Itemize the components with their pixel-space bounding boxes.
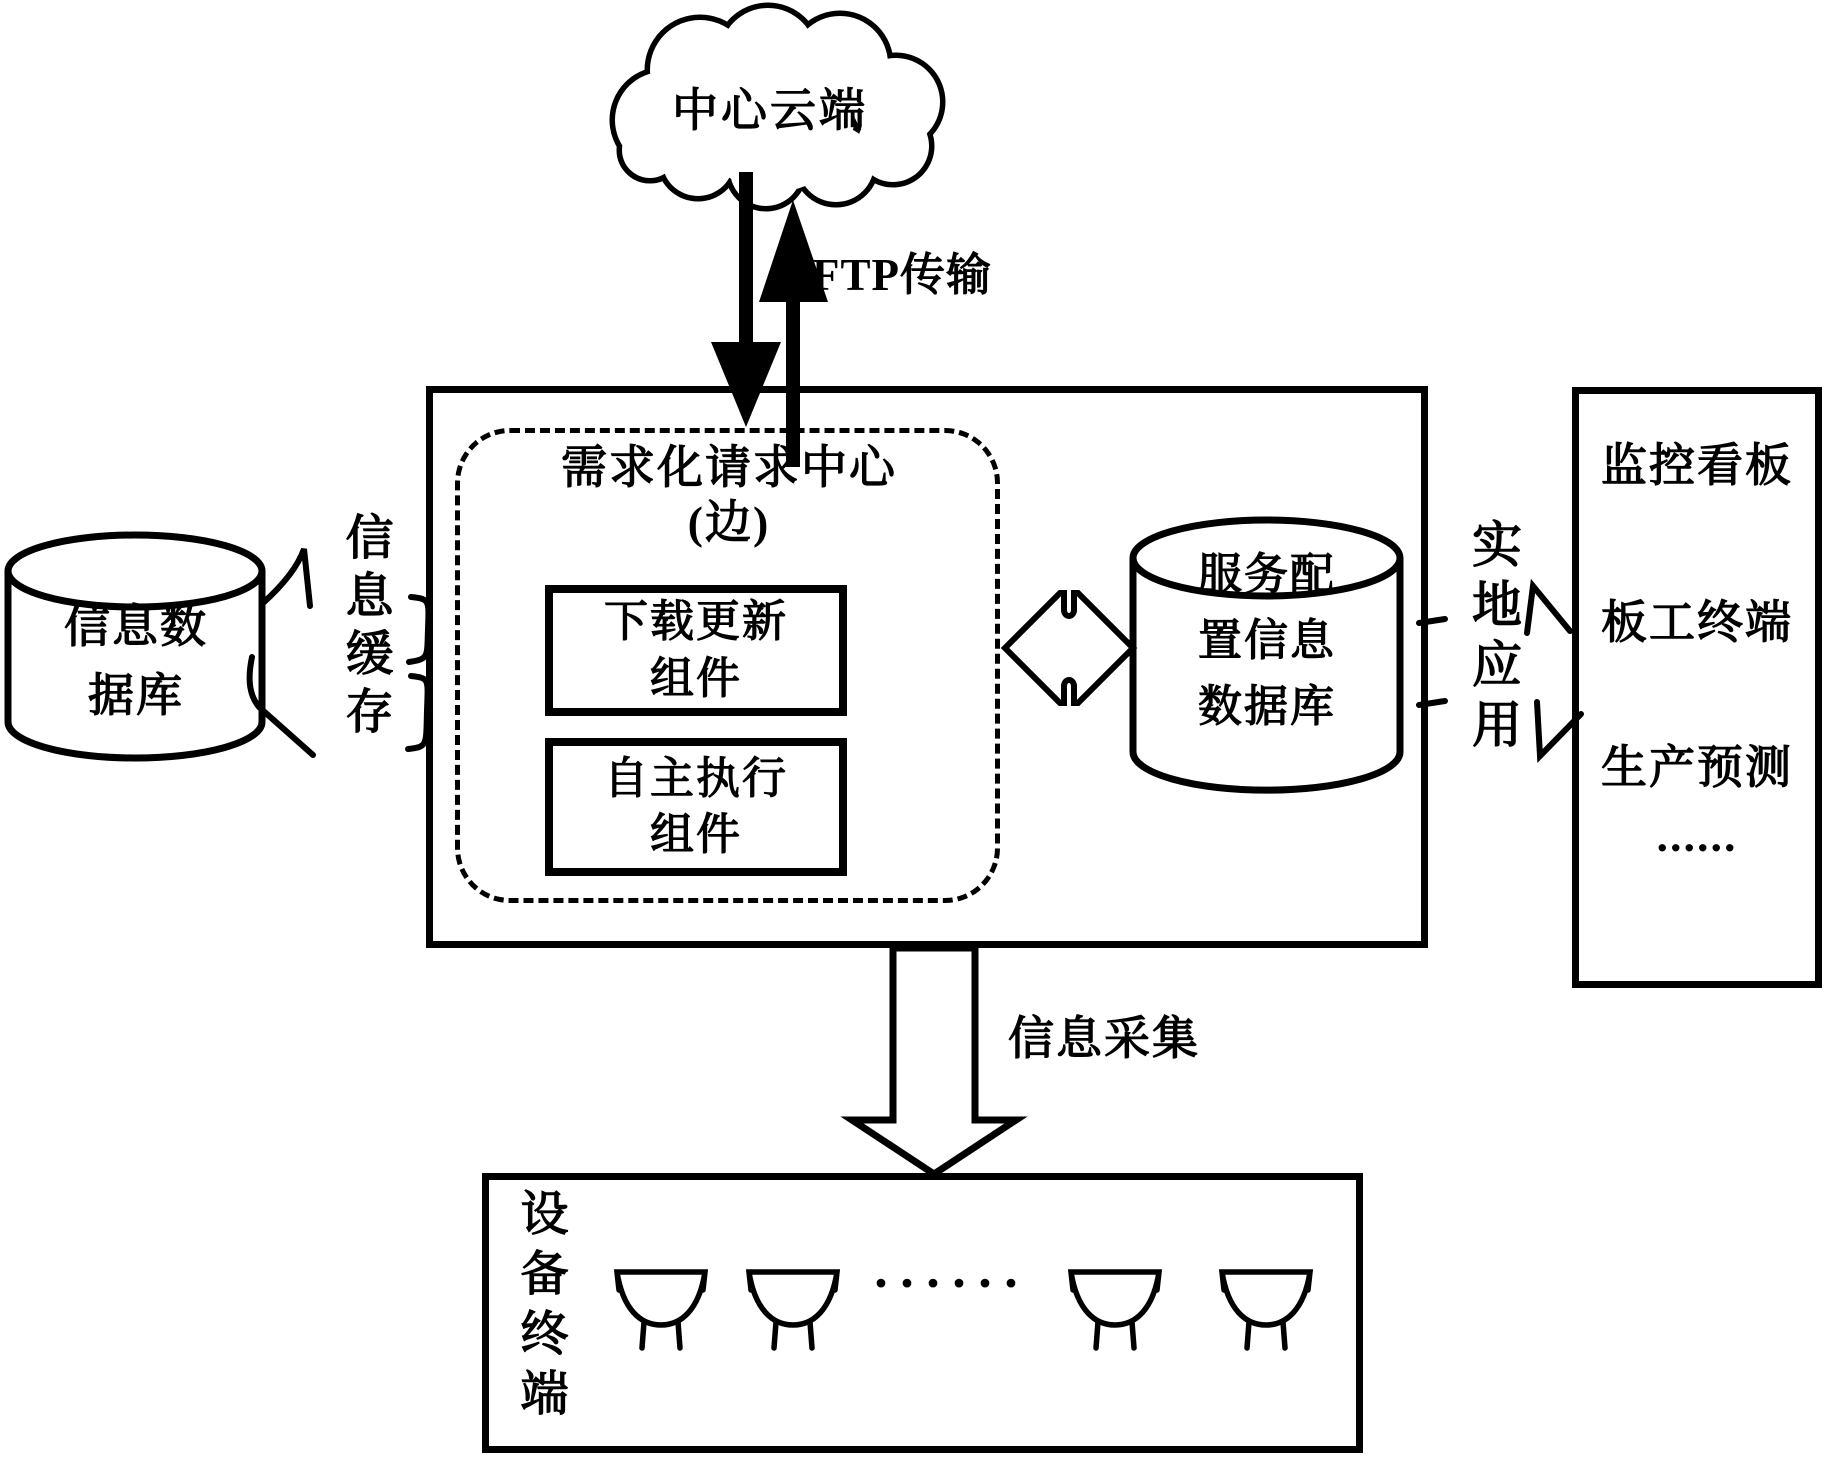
monitor-line-2: 板工终端 — [1601, 597, 1793, 648]
device-terminal-label: 设备终端 — [513, 1188, 566, 1428]
request-center-title-line1: 需求化请求中心 — [561, 442, 897, 493]
download-update-line1: 下载更新 — [604, 597, 788, 647]
auto-execute-component-box — [545, 738, 847, 876]
info-cache-label: 信息缓存 — [338, 512, 391, 744]
request-center-title-line2: (边) — [687, 497, 771, 549]
info-db-label: 信息数 据库 — [64, 601, 208, 721]
auto-execute-line1: 自主执行 — [604, 753, 788, 803]
auto-execute-line2: 组件 — [650, 810, 742, 859]
info-collect-arrow — [852, 948, 1016, 1174]
config-db-label: 服务配 置信息 数据库 — [1198, 550, 1336, 731]
field-app-label: 实地应用 — [1465, 518, 1521, 758]
monitor-line-3: 生产预测 — [1601, 742, 1793, 793]
device-ellipsis: ······ — [871, 1253, 1029, 1313]
monitor-panel-box — [1572, 387, 1822, 988]
download-update-component-box — [545, 585, 847, 716]
monitor-ellipsis: ...... — [1656, 810, 1738, 861]
cloud-label: 中心云端 — [672, 85, 868, 136]
request-center-title — [460, 440, 998, 550]
info-collect-label: 信息采集 — [1008, 1013, 1200, 1064]
ftp-label: FTP传输 — [812, 250, 992, 300]
monitor-line-1: 监控看板 — [1601, 440, 1793, 491]
download-update-line2: 组件 — [650, 653, 742, 703]
